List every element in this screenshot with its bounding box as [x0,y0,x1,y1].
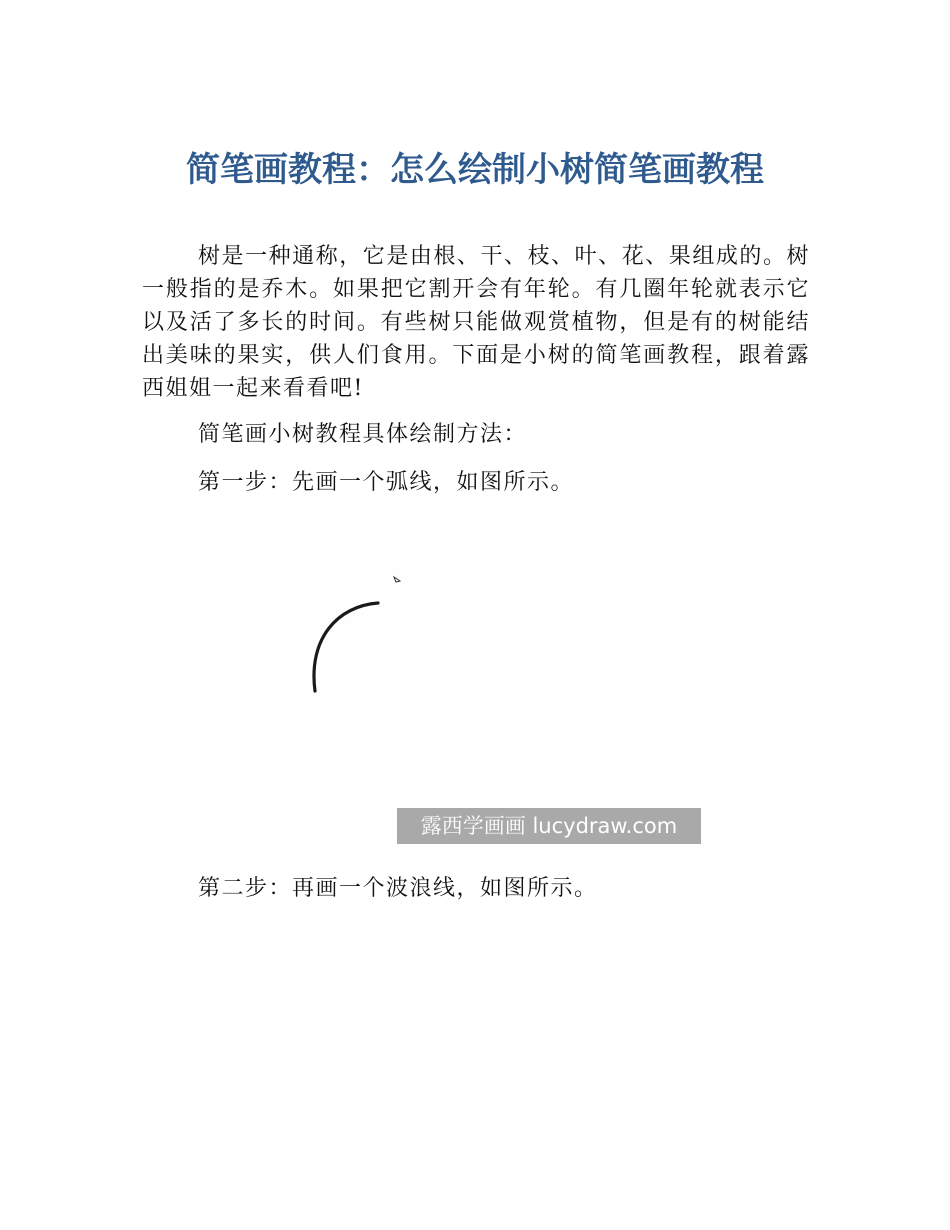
intro-paragraph: 树是一种通称，它是由根、干、枝、叶、花、果组成的。树一般指的是乔木。如果把它割开会有年轮。有几圈年轮就表示它以及活了多长的时间。有些树只能做观赏植物，但是有的树能结出美味的果实，供人们食用。下面是小树的简笔画教程，跟着露西姐姐一起来看看吧! [142,244,810,401]
watermark: 露西学画画 lucydraw.com [397,808,701,844]
step-1-text: 第一步：先画一个弧线，如图所示。 [198,470,575,495]
cursor-arrow-icon [394,577,400,582]
method-heading: 简笔画小树教程具体绘制方法： [198,422,528,447]
step-1-figure [158,518,710,848]
page-title: 简笔画教程：怎么绘制小树简笔画教程 [186,150,764,190]
drawn-arc-stroke [314,603,378,691]
arc-drawing [158,518,710,848]
step-2-text: 第二步：再画一个波浪线，如图所示。 [198,876,598,901]
